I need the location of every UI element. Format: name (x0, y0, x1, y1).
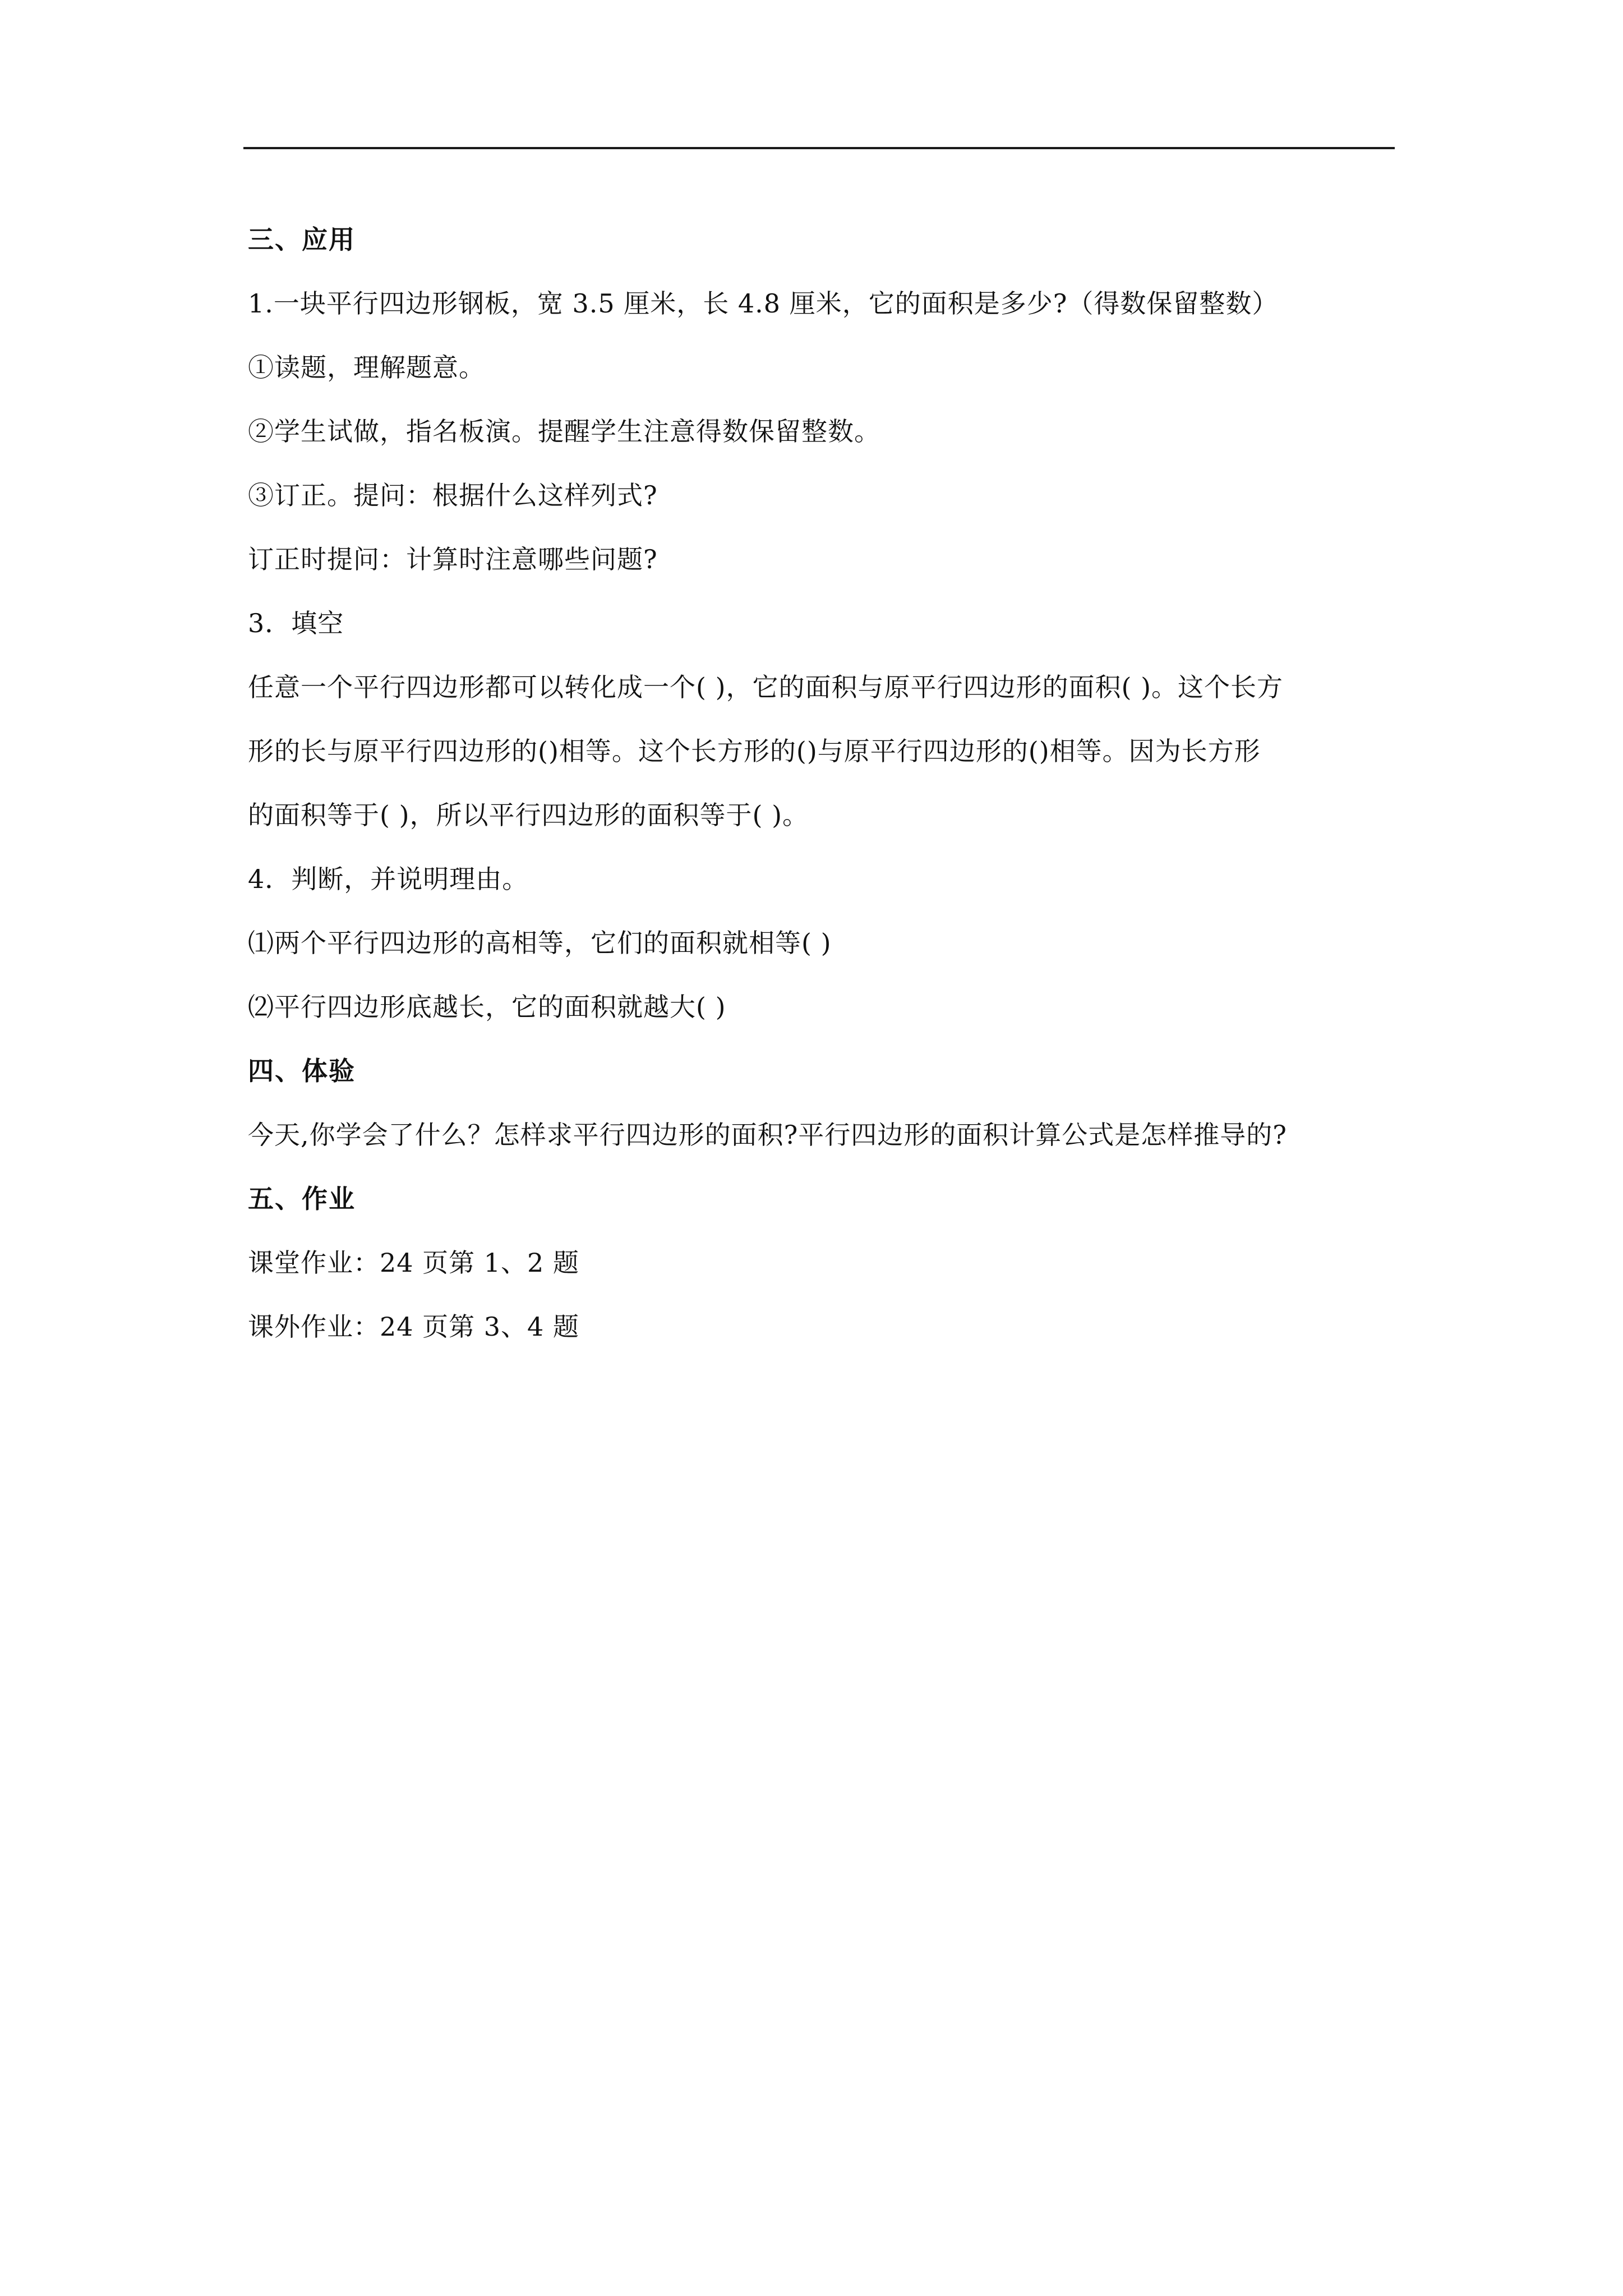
fill-blank-line-1: 任意一个平行四边形都可以转化成一个( )，它的面积与原平行四边形的面积( )。这个长方 (248, 672, 1284, 702)
section-heading-application: 三、应用 (248, 224, 356, 255)
step-student-attempt: ②学生试做，指名板演。提醒学生注意得数保留整数。 (248, 416, 880, 447)
step-read-problem: ①读题，理解题意。 (248, 352, 485, 383)
fill-blank-line-2: 形的长与原平行四边形的()相等。这个长方形的()与原平行四边形的()相等。因为长方形 (248, 736, 1261, 766)
fill-blank-line-3: 的面积等于( )，所以平行四边形的面积等于( )。 (248, 800, 809, 830)
section-heading-experience: 四、体验 (248, 1056, 356, 1086)
experience-question: 今天,你学会了什么？怎样求平行四边形的面积?平行四边形的面积计算公式是怎样推导的? (248, 1120, 1287, 1150)
problem-3-title: 3．填空 (248, 608, 344, 638)
header-rule (243, 147, 1395, 149)
section-heading-homework: 五、作业 (248, 1184, 356, 1214)
problem-4-title: 4．判断，并说明理由。 (248, 864, 529, 894)
step-correction: ③订正。提问：根据什么这样列式? (248, 480, 658, 510)
homework-classroom: 课堂作业：24 页第 1、2 题 (248, 1248, 579, 1278)
correction-question: 订正时提问：计算时注意哪些问题? (248, 544, 658, 574)
homework-outside: 课外作业：24 页第 3、4 题 (248, 1312, 579, 1342)
judgement-item-1: ⑴两个平行四边形的高相等，它们的面积就相等( ) (248, 928, 832, 958)
judgement-item-2: ⑵平行四边形底越长，它的面积就越大( ) (248, 992, 726, 1022)
problem-1-text: 1.一块平行四边形钢板，宽 3.5 厘米，长 4.8 厘米，它的面积是多少?（得数保留整数） (248, 288, 1279, 319)
document-body (248, 208, 1403, 1359)
